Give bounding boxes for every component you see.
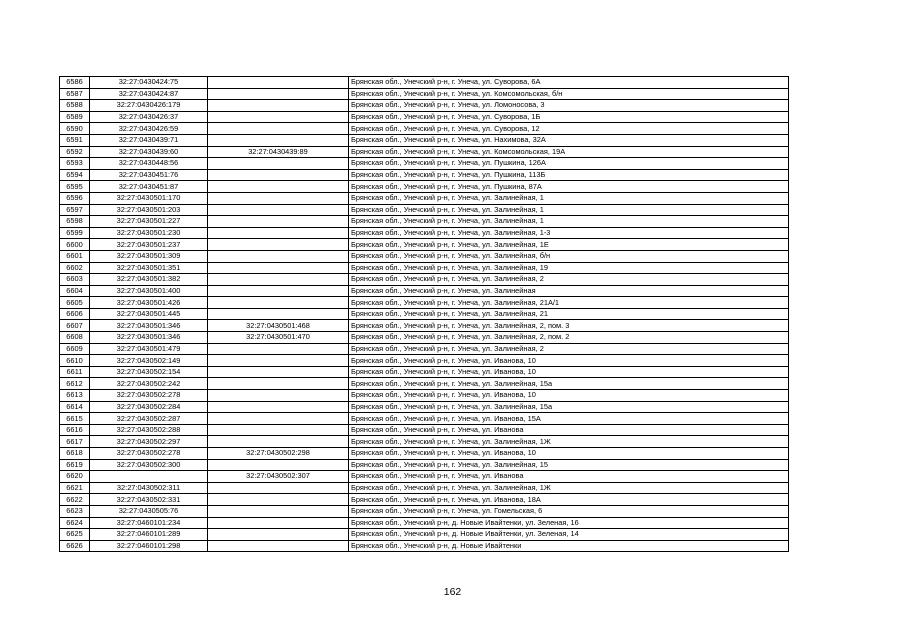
row-number-cell: 6603 (60, 274, 90, 286)
related-cadastral-number-cell (208, 436, 349, 448)
cadastral-number-cell: 32:27:0430501:309 (90, 250, 208, 262)
address-cell: Брянская обл., Унечский р-н, г. Унеча, ул. Залинейная, 1Ж (349, 436, 789, 448)
table-row (60, 413, 789, 425)
address-cell: Брянская обл., Унечский р-н, д. Новые Ивайтенки, ул. Зеленая, 14 (349, 529, 789, 541)
related-cadastral-number-cell (208, 343, 349, 355)
table-row (60, 448, 789, 460)
address-cell: Брянская обл., Унечский р-н, г. Унеча, ул. Комсомольская, б/н (349, 88, 789, 100)
related-cadastral-number-cell: 32:27:0430501:468 (208, 320, 349, 332)
cadastral-number-cell: 32:27:0430502:278 (90, 448, 208, 460)
cadastral-number-cell: 32:27:0430502:154 (90, 366, 208, 378)
related-cadastral-number-cell (208, 216, 349, 228)
address-cell: Брянская обл., Унечский р-н, г. Унеча, ул. Иванова, 10 (349, 448, 789, 460)
address-cell: Брянская обл., Унечский р-н, г. Унеча, ул. Пушкина, 126А (349, 158, 789, 170)
related-cadastral-number-cell: 32:27:0430502:298 (208, 448, 349, 460)
row-number-cell: 6615 (60, 413, 90, 425)
row-number-cell: 6595 (60, 181, 90, 193)
address-cell: Брянская обл., Унечский р-н, г. Унеча, ул. Залинейная, 2 (349, 343, 789, 355)
cadastral-number-cell: 32:27:0430502:311 (90, 482, 208, 494)
related-cadastral-number-cell (208, 401, 349, 413)
row-number-cell: 6592 (60, 146, 90, 158)
address-cell: Брянская обл., Унечский р-н, г. Унеча, ул. Иванова (349, 424, 789, 436)
table-row (60, 262, 789, 274)
address-cell: Брянская обл., Унечский р-н, г. Унеча, ул. Нахимова, 32А (349, 134, 789, 146)
cadastral-number-cell: 32:27:0430424:75 (90, 77, 208, 89)
table-row (60, 192, 789, 204)
property-registry-table (59, 76, 789, 552)
row-number-cell: 6587 (60, 88, 90, 100)
table-row (60, 274, 789, 286)
row-number-cell: 6623 (60, 505, 90, 517)
table-row (60, 401, 789, 413)
row-number-cell: 6616 (60, 424, 90, 436)
address-cell: Брянская обл., Унечский р-н, г. Унеча, ул. Гомельская, 6 (349, 505, 789, 517)
address-cell: Брянская обл., Унечский р-н, г. Унеча, ул. Залинейная, 1 (349, 204, 789, 216)
row-number-cell: 6602 (60, 262, 90, 274)
table-row (60, 239, 789, 251)
cadastral-number-cell: 32:27:0460101:234 (90, 517, 208, 529)
related-cadastral-number-cell (208, 227, 349, 239)
related-cadastral-number-cell: 32:27:0430501:470 (208, 332, 349, 344)
cadastral-number-cell: 32:27:0430501:346 (90, 332, 208, 344)
table-row (60, 378, 789, 390)
row-number-cell: 6620 (60, 471, 90, 483)
cadastral-number-cell: 32:27:0430505:76 (90, 505, 208, 517)
cadastral-number-cell: 32:27:0430501:227 (90, 216, 208, 228)
address-cell: Брянская обл., Унечский р-н, г. Унеча, ул. Пушкина, 87А (349, 181, 789, 193)
related-cadastral-number-cell (208, 262, 349, 274)
row-number-cell: 6610 (60, 355, 90, 367)
table-row (60, 158, 789, 170)
address-cell: Брянская обл., Унечский р-н, д. Новые Ивайтенки (349, 540, 789, 552)
row-number-cell: 6625 (60, 529, 90, 541)
row-number-cell: 6591 (60, 134, 90, 146)
cadastral-number-cell: 32:27:0430451:87 (90, 181, 208, 193)
row-number-cell: 6593 (60, 158, 90, 170)
cadastral-number-cell (90, 471, 208, 483)
row-number-cell: 6618 (60, 448, 90, 460)
table-row (60, 216, 789, 228)
table-row (60, 355, 789, 367)
cadastral-number-cell: 32:27:0460101:298 (90, 540, 208, 552)
row-number-cell: 6613 (60, 390, 90, 402)
address-cell: Брянская обл., Унечский р-н, г. Унеча, ул. Иванова, 10 (349, 366, 789, 378)
cadastral-number-cell: 32:27:0430502:242 (90, 378, 208, 390)
related-cadastral-number-cell (208, 494, 349, 506)
row-number-cell: 6626 (60, 540, 90, 552)
address-cell: Брянская обл., Унечский р-н, г. Унеча, ул. Иванова, 18А (349, 494, 789, 506)
cadastral-number-cell: 32:27:0430501:230 (90, 227, 208, 239)
address-cell: Брянская обл., Унечский р-н, г. Унеча, ул. Залинейная, б/н (349, 250, 789, 262)
cadastral-number-cell: 32:27:0460101:289 (90, 529, 208, 541)
related-cadastral-number-cell (208, 459, 349, 471)
table-row (60, 100, 789, 112)
cadastral-number-cell: 32:27:0430502:149 (90, 355, 208, 367)
row-number-cell: 6599 (60, 227, 90, 239)
related-cadastral-number-cell (208, 540, 349, 552)
row-number-cell: 6589 (60, 111, 90, 123)
table-body (60, 77, 789, 552)
related-cadastral-number-cell (208, 482, 349, 494)
cadastral-number-cell: 32:27:0430502:284 (90, 401, 208, 413)
cadastral-number-cell: 32:27:0430502:287 (90, 413, 208, 425)
table-row (60, 297, 789, 309)
cadastral-number-cell: 32:27:0430501:479 (90, 343, 208, 355)
table-row (60, 540, 789, 552)
cadastral-number-cell: 32:27:0430426:179 (90, 100, 208, 112)
cadastral-number-cell: 32:27:0430502:297 (90, 436, 208, 448)
cadastral-number-cell: 32:27:0430448:56 (90, 158, 208, 170)
row-number-cell: 6619 (60, 459, 90, 471)
address-cell: Брянская обл., Унечский р-н, г. Унеча, ул. Суворова, 6А (349, 77, 789, 89)
cadastral-number-cell: 32:27:0430501:170 (90, 192, 208, 204)
table-row (60, 332, 789, 344)
row-number-cell: 6605 (60, 297, 90, 309)
related-cadastral-number-cell (208, 355, 349, 367)
table-row (60, 482, 789, 494)
related-cadastral-number-cell (208, 285, 349, 297)
cadastral-number-cell: 32:27:0430501:426 (90, 297, 208, 309)
cadastral-number-cell: 32:27:0430501:351 (90, 262, 208, 274)
table-row (60, 494, 789, 506)
address-cell: Брянская обл., Унечский р-н, г. Унеча, ул. Иванова (349, 471, 789, 483)
related-cadastral-number-cell: 32:27:0430439:89 (208, 146, 349, 158)
address-cell: Брянская обл., Унечский р-н, г. Унеча, ул. Пушкина, 113Б (349, 169, 789, 181)
row-number-cell: 6601 (60, 250, 90, 262)
table-row (60, 123, 789, 135)
related-cadastral-number-cell (208, 517, 349, 529)
address-cell: Брянская обл., Унечский р-н, г. Унеча, ул. Комсомольская, 19А (349, 146, 789, 158)
address-cell: Брянская обл., Унечский р-н, г. Унеча, ул. Залинейная, 1Е (349, 239, 789, 251)
address-cell: Брянская обл., Унечский р-н, д. Новые Ивайтенки, ул. Зеленая, 16 (349, 517, 789, 529)
page-number: 162 (443, 586, 462, 598)
cadastral-number-cell: 32:27:0430501:445 (90, 308, 208, 320)
row-number-cell: 6598 (60, 216, 90, 228)
address-cell: Брянская обл., Унечский р-н, г. Унеча, ул. Залинейная, 15а (349, 378, 789, 390)
related-cadastral-number-cell (208, 297, 349, 309)
row-number-cell: 6614 (60, 401, 90, 413)
cadastral-number-cell: 32:27:0430502:300 (90, 459, 208, 471)
related-cadastral-number-cell (208, 169, 349, 181)
cadastral-number-cell: 32:27:0430501:237 (90, 239, 208, 251)
table-row (60, 459, 789, 471)
address-cell: Брянская обл., Унечский р-н, г. Унеча, ул. Иванова, 15А (349, 413, 789, 425)
related-cadastral-number-cell (208, 181, 349, 193)
related-cadastral-number-cell (208, 308, 349, 320)
row-number-cell: 6600 (60, 239, 90, 251)
table-row (60, 517, 789, 529)
address-cell: Брянская обл., Унечский р-н, г. Унеча, ул. Залинейная, 2, пом. 2 (349, 332, 789, 344)
row-number-cell: 6597 (60, 204, 90, 216)
row-number-cell: 6590 (60, 123, 90, 135)
address-cell: Брянская обл., Унечский р-н, г. Унеча, ул. Залинейная (349, 285, 789, 297)
row-number-cell: 6586 (60, 77, 90, 89)
cadastral-number-cell: 32:27:0430439:60 (90, 146, 208, 158)
row-number-cell: 6612 (60, 378, 90, 390)
related-cadastral-number-cell (208, 366, 349, 378)
row-number-cell: 6617 (60, 436, 90, 448)
row-number-cell: 6609 (60, 343, 90, 355)
cadastral-number-cell: 32:27:0430426:37 (90, 111, 208, 123)
related-cadastral-number-cell (208, 529, 349, 541)
row-number-cell: 6611 (60, 366, 90, 378)
related-cadastral-number-cell (208, 390, 349, 402)
table-row (60, 111, 789, 123)
related-cadastral-number-cell (208, 123, 349, 135)
table-row (60, 390, 789, 402)
row-number-cell: 6608 (60, 332, 90, 344)
related-cadastral-number-cell (208, 505, 349, 517)
row-number-cell: 6596 (60, 192, 90, 204)
address-cell: Брянская обл., Унечский р-н, г. Унеча, ул. Иванова, 10 (349, 355, 789, 367)
table-row (60, 505, 789, 517)
related-cadastral-number-cell (208, 424, 349, 436)
address-cell: Брянская обл., Унечский р-н, г. Унеча, ул. Залинейная, 15а (349, 401, 789, 413)
row-number-cell: 6622 (60, 494, 90, 506)
table-row (60, 227, 789, 239)
address-cell: Брянская обл., Унечский р-н, г. Унеча, ул. Залинейная, 1 (349, 216, 789, 228)
cadastral-number-cell: 32:27:0430439:71 (90, 134, 208, 146)
address-cell: Брянская обл., Унечский р-н, г. Унеча, ул. Залинейная, 1-3 (349, 227, 789, 239)
table-row (60, 343, 789, 355)
row-number-cell: 6588 (60, 100, 90, 112)
cadastral-number-cell: 32:27:0430501:346 (90, 320, 208, 332)
related-cadastral-number-cell: 32:27:0430502:307 (208, 471, 349, 483)
related-cadastral-number-cell (208, 239, 349, 251)
address-cell: Брянская обл., Унечский р-н, г. Унеча, ул. Залинейная, 2, пом. 3 (349, 320, 789, 332)
table-row (60, 204, 789, 216)
related-cadastral-number-cell (208, 111, 349, 123)
table-row (60, 471, 789, 483)
cadastral-number-cell: 32:27:0430501:382 (90, 274, 208, 286)
address-cell: Брянская обл., Унечский р-н, г. Унеча, ул. Залинейная, 2 (349, 274, 789, 286)
table-row (60, 285, 789, 297)
table-row (60, 181, 789, 193)
table-row (60, 134, 789, 146)
table-row (60, 250, 789, 262)
related-cadastral-number-cell (208, 204, 349, 216)
row-number-cell: 6607 (60, 320, 90, 332)
related-cadastral-number-cell (208, 250, 349, 262)
related-cadastral-number-cell (208, 100, 349, 112)
table-row (60, 366, 789, 378)
related-cadastral-number-cell (208, 77, 349, 89)
cadastral-number-cell: 32:27:0430424:87 (90, 88, 208, 100)
related-cadastral-number-cell (208, 413, 349, 425)
row-number-cell: 6624 (60, 517, 90, 529)
related-cadastral-number-cell (208, 192, 349, 204)
cadastral-number-cell: 32:27:0430426:59 (90, 123, 208, 135)
related-cadastral-number-cell (208, 378, 349, 390)
address-cell: Брянская обл., Унечский р-н, г. Унеча, ул. Суворова, 12 (349, 123, 789, 135)
table-row (60, 436, 789, 448)
cadastral-number-cell: 32:27:0430501:400 (90, 285, 208, 297)
related-cadastral-number-cell (208, 134, 349, 146)
cadastral-number-cell: 32:27:0430451:76 (90, 169, 208, 181)
cadastral-number-cell: 32:27:0430502:331 (90, 494, 208, 506)
table-row (60, 77, 789, 89)
table-row (60, 424, 789, 436)
row-number-cell: 6604 (60, 285, 90, 297)
row-number-cell: 6594 (60, 169, 90, 181)
cadastral-number-cell: 32:27:0430501:203 (90, 204, 208, 216)
related-cadastral-number-cell (208, 88, 349, 100)
table-row (60, 308, 789, 320)
cadastral-number-cell: 32:27:0430502:288 (90, 424, 208, 436)
table-row (60, 146, 789, 158)
table-row (60, 529, 789, 541)
table-row (60, 320, 789, 332)
address-cell: Брянская обл., Унечский р-н, г. Унеча, ул. Залинейная, 1Ж (349, 482, 789, 494)
address-cell: Брянская обл., Унечский р-н, г. Унеча, ул. Залинейная, 15 (349, 459, 789, 471)
related-cadastral-number-cell (208, 274, 349, 286)
address-cell: Брянская обл., Унечский р-н, г. Унеча, ул. Суворова, 1Б (349, 111, 789, 123)
address-cell: Брянская обл., Унечский р-н, г. Унеча, ул. Залинейная, 1 (349, 192, 789, 204)
address-cell: Брянская обл., Унечский р-н, г. Унеча, ул. Залинейная, 19 (349, 262, 789, 274)
cadastral-number-cell: 32:27:0430502:278 (90, 390, 208, 402)
related-cadastral-number-cell (208, 158, 349, 170)
row-number-cell: 6606 (60, 308, 90, 320)
address-cell: Брянская обл., Унечский р-н, г. Унеча, ул. Иванова, 10 (349, 390, 789, 402)
table-row (60, 88, 789, 100)
address-cell: Брянская обл., Унечский р-н, г. Унеча, ул. Ломоносова, 3 (349, 100, 789, 112)
row-number-cell: 6621 (60, 482, 90, 494)
address-cell: Брянская обл., Унечский р-н, г. Унеча, ул. Залинейная, 21 (349, 308, 789, 320)
address-cell: Брянская обл., Унечский р-н, г. Унеча, ул. Залинейная, 21А/1 (349, 297, 789, 309)
table-row (60, 169, 789, 181)
